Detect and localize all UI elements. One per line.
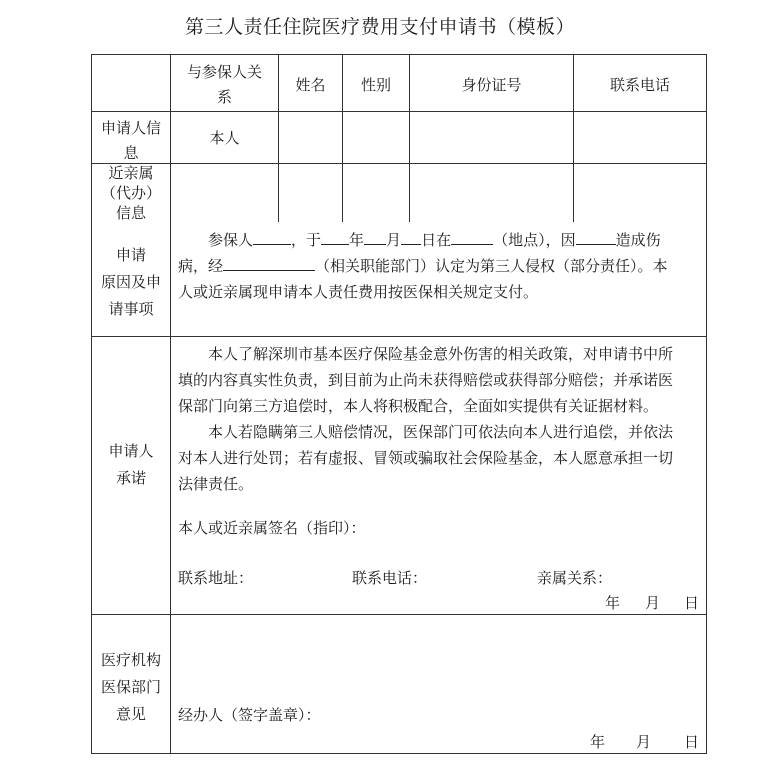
table-row-divider xyxy=(91,163,707,164)
department-blank[interactable] xyxy=(223,254,315,271)
reason-line: 病，经 （相关职能部门）认定为第三人侵权（部分责任）。本 xyxy=(178,253,703,279)
header-relation: 与参保人关 系 xyxy=(186,63,262,106)
promise-label: 申请人 承诺 xyxy=(108,442,154,487)
header-name: 姓名 xyxy=(295,76,326,94)
page-title: 第三人责任住院医疗费用支付申请书（模板） xyxy=(184,16,575,38)
opinion-date-year: 年 xyxy=(590,733,606,751)
promise-date-day: 日 xyxy=(684,594,700,612)
table-column-divider xyxy=(170,54,171,754)
table-row-divider xyxy=(91,111,707,112)
promise-date-year: 年 xyxy=(605,594,621,612)
promise-date-month: 月 xyxy=(645,594,661,612)
contact-phone-label: 联系电话： xyxy=(352,569,428,587)
day-blank[interactable] xyxy=(401,228,421,245)
opinion-date-day: 日 xyxy=(684,733,700,751)
header-phone: 联系电话 xyxy=(609,76,670,94)
table-row-divider xyxy=(91,336,707,337)
relative-relation-label: 亲属关系： xyxy=(537,569,613,587)
promise-line: 本人了解深圳市基本医疗保险基金意外伤害的相关政策，对申请书中所 xyxy=(208,345,674,363)
promise-line: 本人若隐瞒第三人赔偿情况，医保部门可依法向本人进行追偿，并依法 xyxy=(208,423,674,441)
table-border-bottom xyxy=(91,753,707,754)
reason-label: 申请 原因及申 请事项 xyxy=(100,246,161,318)
relative-label: 近亲属 （代办） 信息 xyxy=(100,164,161,222)
promise-text xyxy=(178,341,703,497)
opinion-label: 医疗机构 医保部门 意见 xyxy=(100,651,161,723)
reason-text xyxy=(178,227,703,305)
opinion-date-month: 月 xyxy=(636,733,652,751)
signature-label: 本人或近亲属签名（指印）： xyxy=(178,519,366,537)
year-blank[interactable] xyxy=(321,228,349,245)
table-border-right xyxy=(706,54,707,754)
handler-signature-label: 经办人（签字盖章）： xyxy=(178,706,321,724)
header-gender: 性别 xyxy=(360,76,391,94)
applicant-label: 申请人信 息 xyxy=(100,119,161,162)
header-id-number: 身份证号 xyxy=(461,76,522,94)
insured-name-blank[interactable] xyxy=(253,228,291,245)
reason-line: 人或近亲属现申请本人责任费用按医保相关规定支付。 xyxy=(178,283,539,301)
month-blank[interactable] xyxy=(364,228,386,245)
promise-line: 填的内容真实性负责，到目前为止尚未获得赔偿或获得部分赔偿；并承诺医 xyxy=(178,371,674,389)
contact-address-label: 联系地址： xyxy=(178,569,254,587)
promise-line: 法律责任。 xyxy=(178,475,254,493)
promise-line: 保部门向第三方追偿时，本人将积极配合，全面如实提供有关证据材料。 xyxy=(178,397,659,415)
applicant-relation-value: 本人 xyxy=(209,129,240,147)
promise-line: 对本人进行处罚；若有虚报、冒领或骗取社会保险基金，本人愿意承担一切 xyxy=(178,449,674,467)
cause-blank[interactable] xyxy=(576,228,616,245)
reason-line: 参保人 ，于 年 月 日在 （地点），因 造成伤 xyxy=(178,227,703,253)
location-blank[interactable] xyxy=(451,228,493,245)
table-border-top xyxy=(91,54,707,55)
